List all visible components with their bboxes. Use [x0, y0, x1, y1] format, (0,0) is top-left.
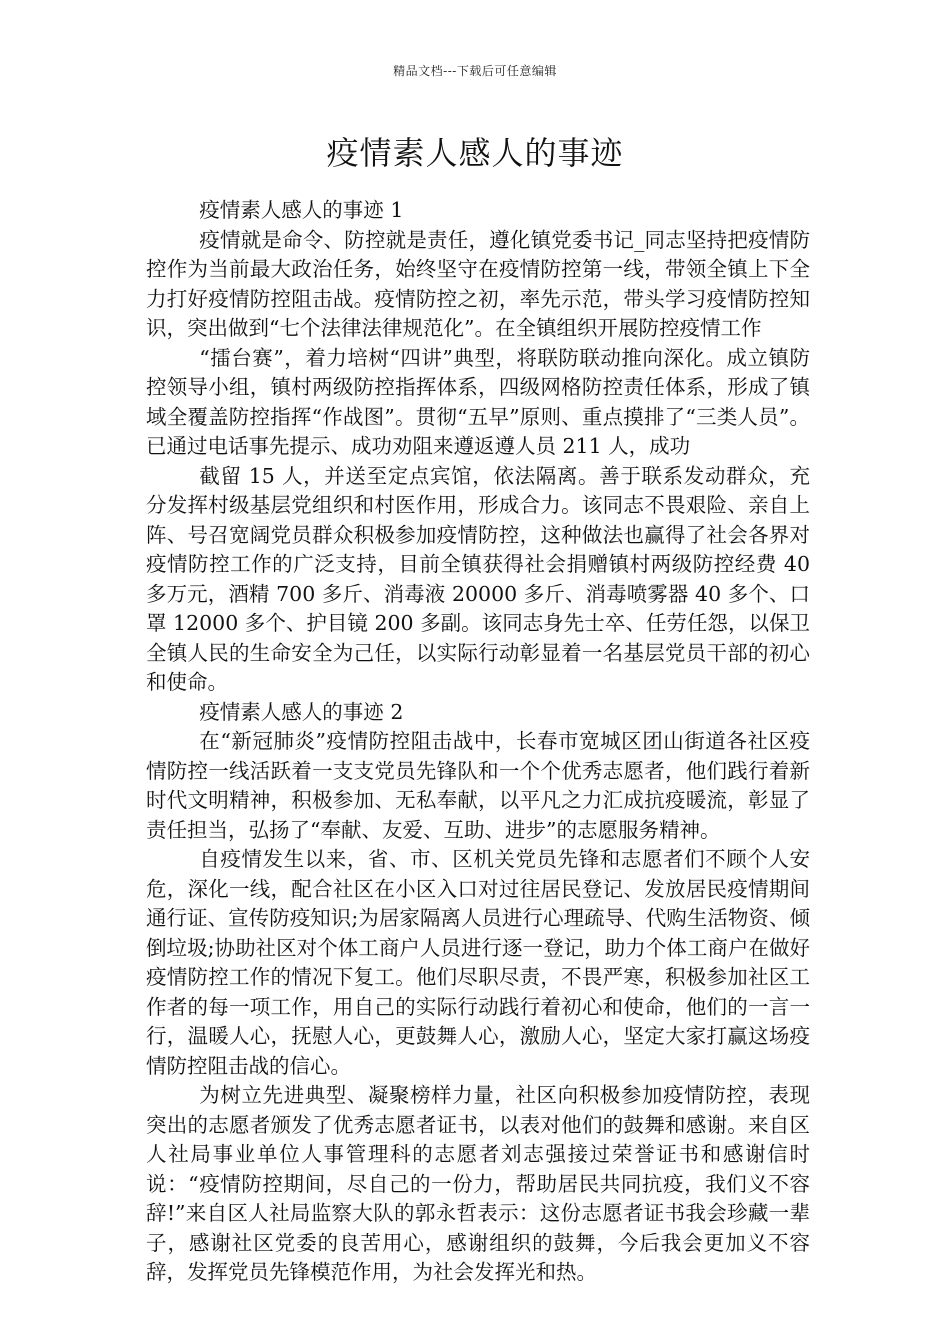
- paragraph: 为树立先进典型、凝聚榜样力量，社区向积极参加疫情防控，表现突出的志愿者颁发了优秀志愿者证书，以表对他们的鼓舞和感谢。来自区人社局事业单位人事管理科的志愿者刘志强接过荣誉证书和感谢信时说：“疫情防控期间，尽自己的一份力，帮助居民共同抗疫，我们义不容辞!”来自区人社局监察大队的郭永哲表示：这份志愿者证书我会珍藏一辈子，感谢社区党委的良苦用心，感谢组织的鼓舞，今后我会更加义不容辞，发挥党员先锋模范作用，为社会发挥光和热。: [146, 1083, 810, 1284]
- paragraph: 截留 15 人，并送至定点宾馆，依法隔离。善于联系发动群众，充分发挥村级基层党组织和村医作用，形成合力。该同志不畏艰险、亲自上阵、号召宽阔党员群众积极参加疫情防控，这种做法也赢得了社会各界对疫情防控工作的广泛支持，目前全镇获得社会捐赠镇村两级防控经费 40 多万元，酒精 700 多斤、消毒液 20000 多斤、消毒喷雾器 40 多个、口罩 12000 多个、护目镜 200 多副。该同志身先士卒、任劳任怨，以保卫全镇人民的生命安全为己任，以实际行动彰显着一名基层党员干部的初心和使命。: [146, 463, 810, 694]
- page-header: 精品文档---下载后可任意编辑: [393, 64, 557, 78]
- paragraph: 疫情就是命令、防控就是责任，遵化镇党委书记_同志坚持把疫情防控作为当前最大政治任务，始终坚守在疫情防控第一线，带领全镇上下全力打好疫情防控阻击战。疫情防控之初，率先示范，带头学习疫情防控知识，突出做到“七个法律法律规范化”。在全镇组织开展防控疫情工作: [146, 227, 810, 340]
- document-title: 疫情素人感人的事迹: [326, 134, 624, 172]
- section-heading-2: 疫情素人感人的事迹 2: [199, 699, 404, 724]
- paragraph: 自疫情发生以来，省、市、区机关党员先锋和志愿者们不顾个人安危，深化一线，配合社区在小区入口对过往居民登记、发放居民疫情期间通行证、宣传防疫知识;为居家隔离人员进行心理疏导、代购生活物资、倾倒垃圾;协助社区对个体工商户人员进行逐一登记，助力个体工商户在做好疫情防控工作的情况下复工。他们尽职尽责，不畏严寒，积极参加社区工作者的每一项工作，用自己的实际行动践行着初心和使命，他们的一言一行，温暖人心，抚慰人心，更鼓舞人心，激励人心，坚定大家打赢这场疫情防控阻击战的信心。: [146, 847, 810, 1078]
- document-body: [146, 196, 810, 1288]
- paragraph: “擂台赛”，着力培树“四讲”典型，将联防联动推向深化。成立镇防控领导小组，镇村两级防控指挥体系，四级网格防控责任体系，形成了镇域全覆盖防控指挥“作战图”。贯彻“五早”原则、重点摸排了“三类人员”。已通过电话事先提示、成功劝阻来遵返遵人员 211 人，成功: [146, 345, 810, 458]
- paragraph: 在“新冠肺炎”疫情防控阻击战中，长春市宽城区团山街道各社区疫情防控一线活跃着一支支党员先锋队和一个个优秀志愿者，他们践行着新时代文明精神，积极参加、无私奉献，以平凡之力汇成抗疫暖流，彰显了责任担当，弘扬了“奉献、友爱、互助、进步”的志愿服务精神。: [146, 729, 810, 842]
- section-heading-1: 疫情素人感人的事迹 1: [199, 198, 404, 222]
